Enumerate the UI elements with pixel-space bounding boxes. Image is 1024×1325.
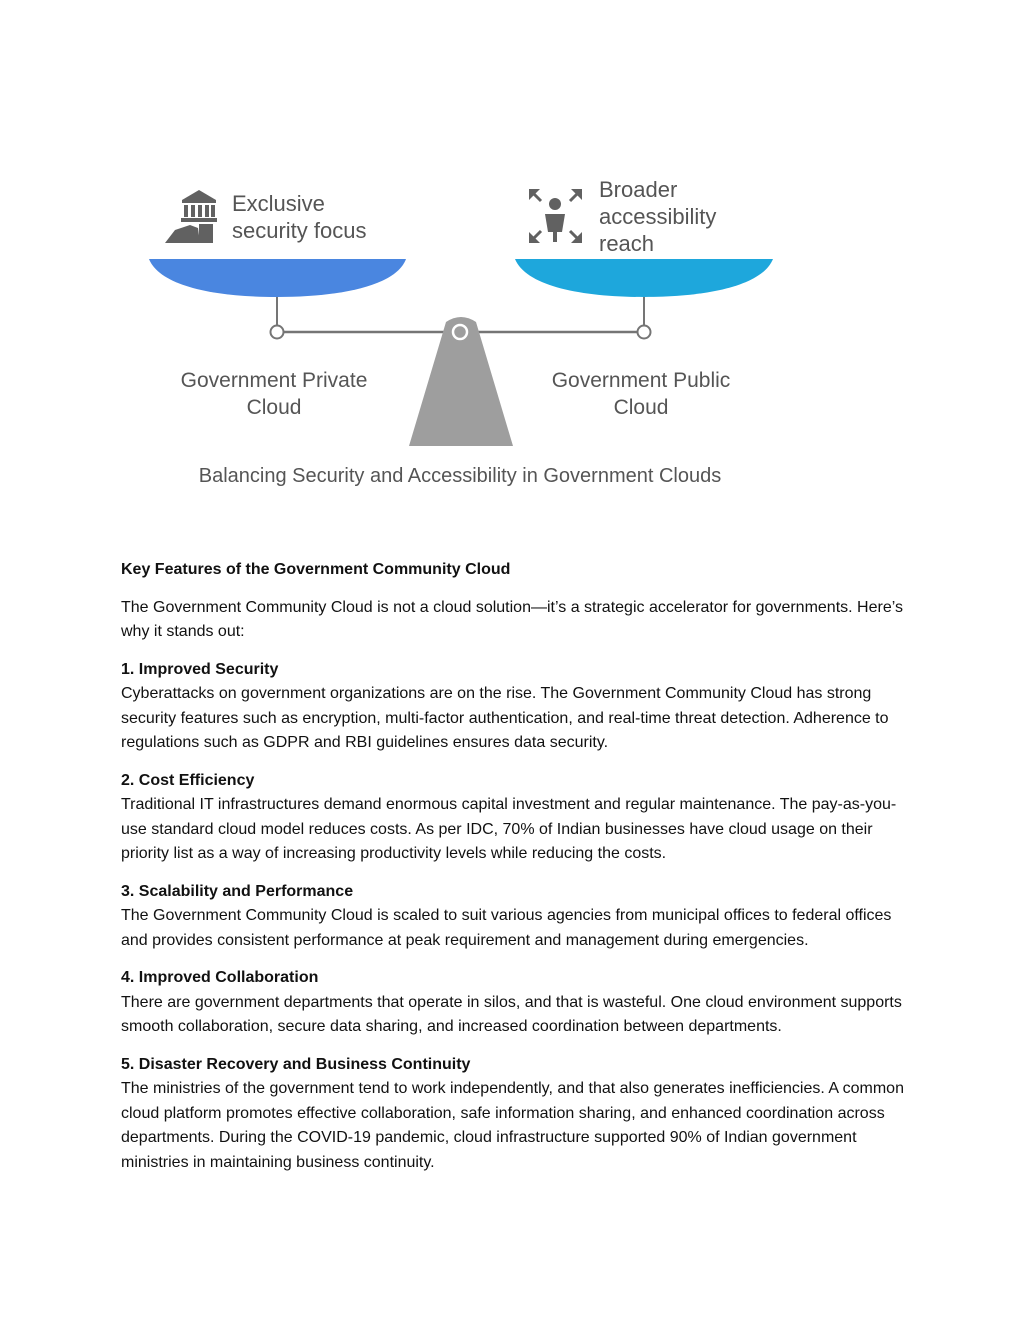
- article-heading: Key Features of the Government Community Cloud: [121, 561, 511, 578]
- right-heading-line-1: Broader: [599, 177, 678, 202]
- feature-body: The ministries of the government tend to work independently, and that also generates inefficiencies. A common cloud platform promotes effective collaboration, safe information sharing, and enhanced coordination across departments. During the COVID-19 pandemic, cloud infrastructure supported 90% of Indian government ministries in maintaining business continuity.: [121, 1080, 904, 1171]
- feature-section-scalability: [121, 880, 911, 954]
- feature-title: 2. Cost Efficiency: [121, 771, 255, 789]
- accessibility-arrows-icon: [529, 189, 582, 243]
- right-heading-line-2: accessibility: [599, 204, 717, 229]
- left-label-line-1: Government Private: [180, 369, 368, 392]
- article: [121, 558, 911, 1188]
- feature-section-cost: [121, 769, 911, 867]
- feature-title: 4. Improved Collaboration: [121, 969, 319, 986]
- balance-scale-figure: [0, 0, 1024, 520]
- feature-body: Cyberattacks on government organizations are on the rise. The Government Community Cloud has strong security features such as encryption, multi-factor authentication, and real-time threat detection. Adherence to regulations such as GDPR and RBI guidelines ensures data security.: [121, 685, 889, 751]
- left-pivot: [271, 326, 284, 339]
- feature-title: 5. Disaster Recovery and Business Continuity: [121, 1055, 471, 1073]
- right-pan: [515, 259, 773, 297]
- feature-title: 3. Scalability and Performance: [121, 882, 354, 900]
- figure-caption: Balancing Security and Accessibility in Government Clouds: [198, 465, 722, 487]
- center-pivot: [453, 325, 467, 339]
- feature-section-disaster-recovery: [121, 1053, 911, 1176]
- article-intro: The Government Community Cloud is not a cloud solution—it’s a strategic accelerator for governments. Here’s why it stands out:: [121, 598, 903, 640]
- feature-section-security: [121, 658, 911, 756]
- right-label-line-1: Government Public: [551, 369, 731, 392]
- feature-body: There are government departments that operate in silos, and that is wasteful. One cloud environment supports smooth collaboration, secure data sharing, and increased coordination between departments.: [121, 993, 902, 1035]
- right-pivot: [638, 326, 651, 339]
- left-heading-line-1: Exclusive: [232, 191, 325, 216]
- feature-title: 1. Improved Security: [121, 660, 279, 678]
- left-heading-line-2: security focus: [232, 218, 367, 243]
- feature-body: The Government Community Cloud is scaled to suit various agencies from municipal offices to federal offices and provides consistent performance at peak requirement and management during emergencies.: [121, 907, 892, 949]
- government-building-icon: [165, 190, 217, 243]
- right-heading-line-3: reach: [599, 231, 655, 256]
- left-pan: [149, 259, 406, 297]
- right-label-line-2: Cloud: [613, 396, 669, 419]
- left-label-line-2: Cloud: [246, 396, 302, 419]
- feature-body: Traditional IT infrastructures demand enormous capital investment and regular maintenance. The pay-as-you-use standard cloud model reduces costs. As per IDC, 70% of Indian businesses have cloud usage on their priority list as a way of increasing productivity levels while reducing the costs.: [121, 796, 897, 862]
- feature-section-collaboration: [121, 966, 911, 1040]
